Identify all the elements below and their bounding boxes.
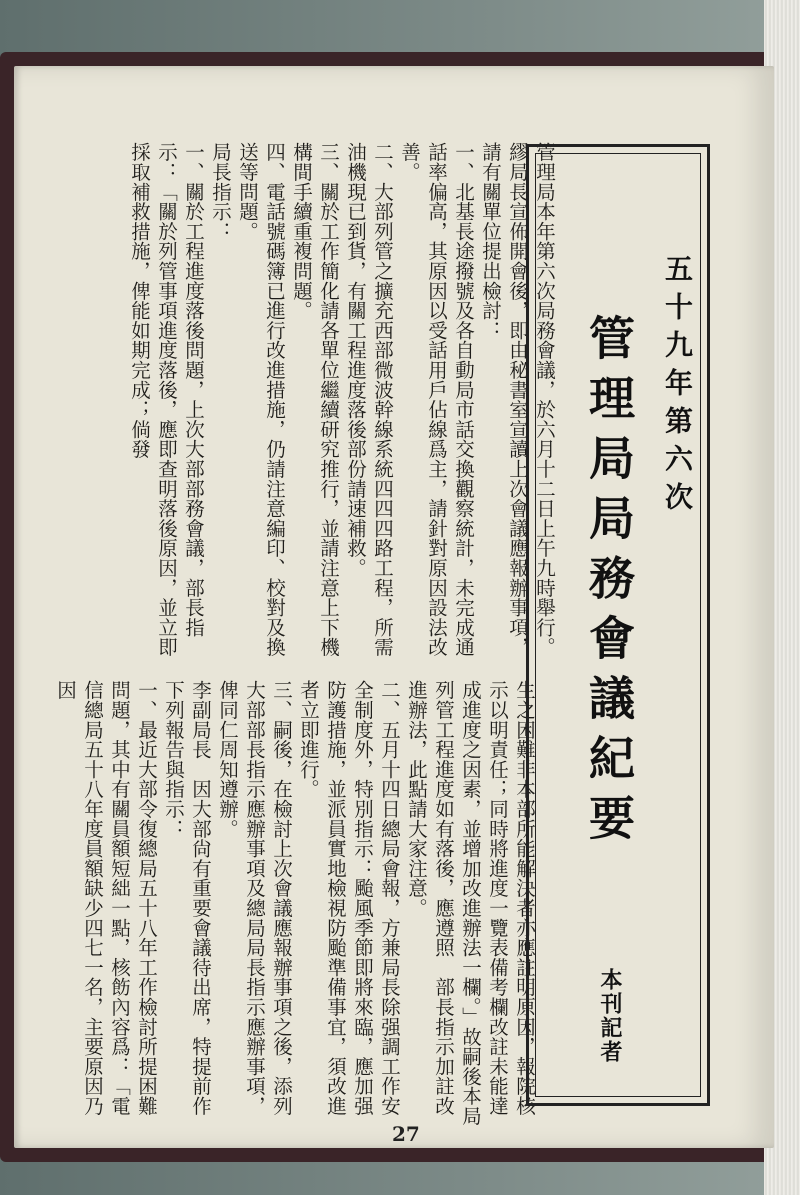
book-page bbox=[14, 66, 774, 1148]
body-text-lower: 生之困難非本部所能解決者亦應註明原因，報院核示以明責任；同時將進度一覽表備考欄改註未能達成進度之因素，並增加改進辦法一欄。」故嗣後本局列管工程進度如有落後，應遵照 部長指示加註改進辦法，此點請大家注意。 二、五月十四日總局會報，方兼局長除强調工作安全制度外，特別指示：颱風季節即將來臨，應加强防護措施，並派員實地檢視防颱準備事宜，須改進者立即進行。 三、嗣後，在檢討上次會議應報辦事項之後，添列大部部長指示應辦事項及總局局長指示應辦事項，俾同仁周知遵辦。 李副局長 因大部尙有重要會議待出席，特提前作下列報告與指示： 一、最近大部令復總局五十八年工作檢討所提困難問題，其中有關員額短絀一點，核飭內容爲：「電信總局五十八年度員額缺少四七一名，主要原因乃因 bbox=[54, 680, 536, 1126]
page-number: 27 bbox=[392, 1122, 420, 1146]
title-frame-inner bbox=[535, 153, 701, 1097]
article-title: 管理局局務會議紀要 bbox=[582, 314, 636, 854]
title-frame bbox=[526, 144, 710, 1106]
body-text-upper: 管理局本年第六次局務會議，於六月十二日上午九時舉行。繆局長宣佈開會後，即由秘書室宣讀上次會議應報辦事項，請有關單位提出檢討： 一、北基長途撥號及各自動局市話交換觀察統計，未完成通話率偏高，其原因以受話用戶佔線爲主，請針對原因設法改善。 二、大部列管之擴充西部微波幹線系統四四四路工程，所需油機現已到貨，有關工程進度落後部份請速補救。 三、關於工作簡化請各單位繼續研究推行，並請注意上下機構間手續重複問題。 四、電話號碼簿已進行改進措施，仍請注意編印、校對及換送等問題。 局長指示： 一、關於工程進度落後問題，上次大部部務會議，部長指示：「關於列管事項進度落後，應即查明落後原因，並立即採取補救措施，俾能如期完成；倘發 bbox=[128, 142, 556, 657]
article-byline: 本刊記者 bbox=[597, 968, 622, 1064]
article-subtitle: 五十九年第六次 bbox=[661, 254, 694, 520]
